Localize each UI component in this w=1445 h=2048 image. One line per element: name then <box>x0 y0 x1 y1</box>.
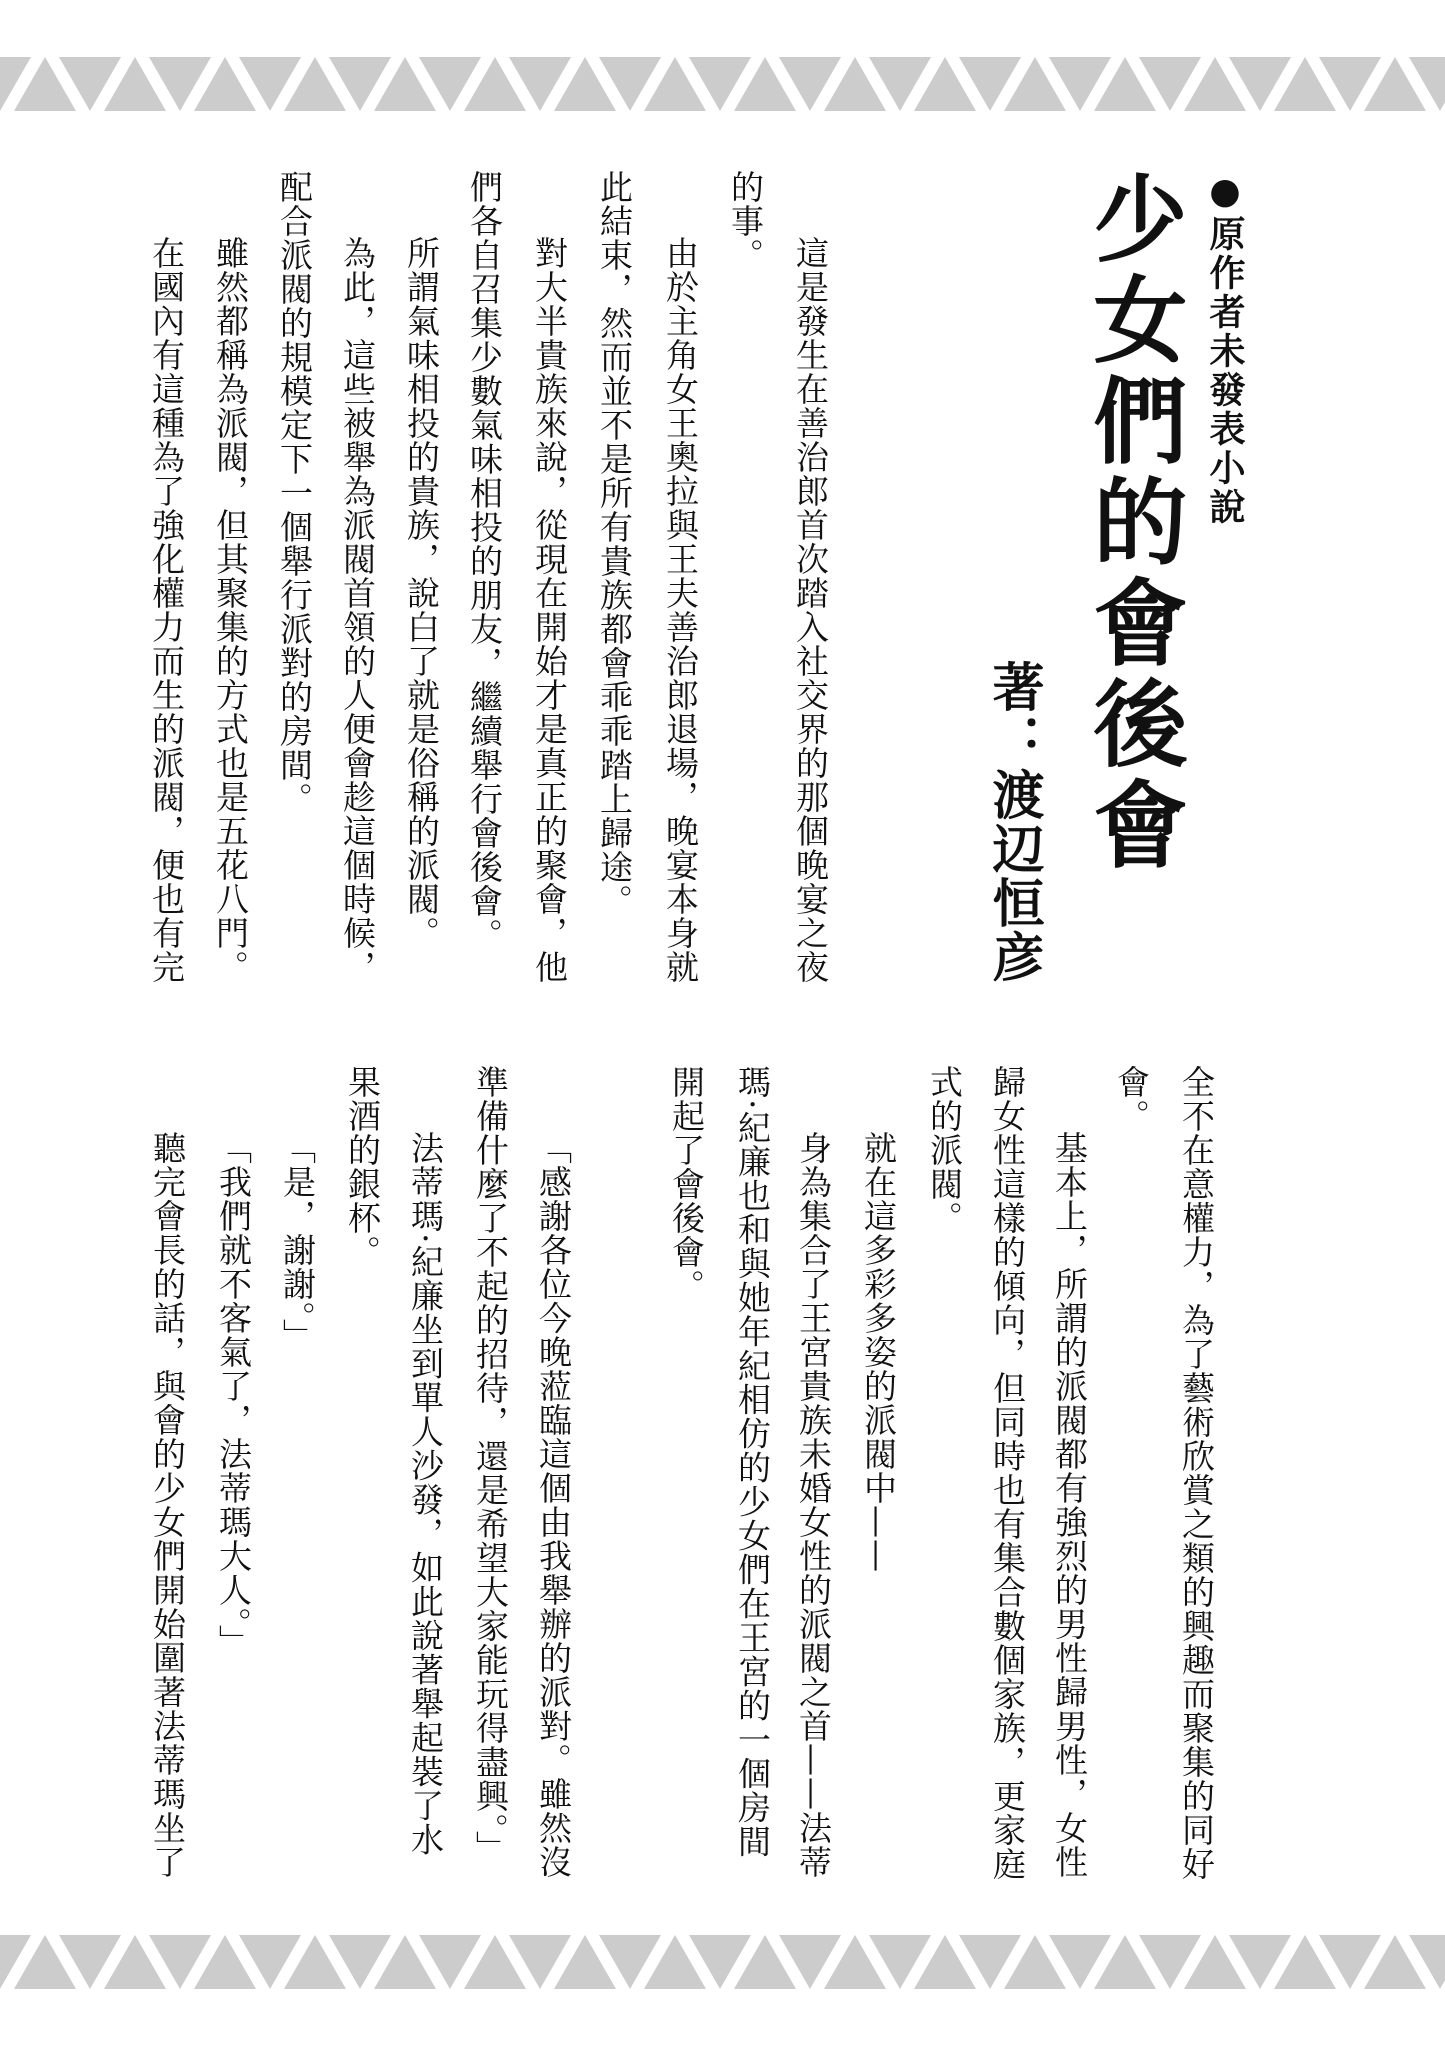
text-column: 法蒂瑪·紀廉坐到單人沙發，如此說著舉起裝了水 <box>406 1131 445 1857</box>
text-column: 這是發生在善治郎首次踏入社交界的那個晚宴之夜 <box>791 236 830 984</box>
text-column: 此結束，然而並不是所有貴族都會乖乖踏上歸途。 <box>595 170 634 918</box>
text-column: 所謂氣味相投的貴族，說白了就是俗稱的派閥。 <box>402 236 441 950</box>
series-label: ●原作者未發表小說 <box>1204 170 1246 527</box>
text-column: 「我們就不客氣了，法蒂瑪大人。」 <box>214 1131 253 1659</box>
text-column: 開起了會後會。 <box>667 1065 706 1303</box>
text-column: 對大半貴族來說，從現在開始才是真正的聚會，他 <box>530 236 569 984</box>
text-column: 全不在意權力，為了藝術欣賞之類的興趣而聚集的同好 <box>1177 1065 1216 1881</box>
text-column: 準備什麼了不起的招待，還是希望大家能玩得盡興。」 <box>471 1065 510 1865</box>
text-column: 在國內有這種為了強化權力而生的派閥，便也有完 <box>147 236 186 984</box>
text-column: 由於主角女王奧拉與王夫善治郎退場，晚宴本身就 <box>661 236 700 984</box>
text-column: 瑪·紀廉也和與她年紀相仿的少女們在王宮的一個房間 <box>733 1065 772 1859</box>
text-column: 的事。 <box>726 170 765 272</box>
text-column: 為此，這些被舉為派閥首領的人便會趁這個時候， <box>338 236 377 984</box>
triangle-border-top <box>0 57 1445 111</box>
text-column: 「是，謝謝。」 <box>278 1131 317 1353</box>
text-column: 「感謝各位今晚蒞臨這個由我舉辦的派對。雖然沒 <box>534 1131 573 1879</box>
story-title: 少女們的會後會 <box>1077 170 1186 877</box>
text-column: 基本上，所謂的派閥都有強烈的男性歸男性，女性 <box>1050 1131 1089 1879</box>
text-column: 會。 <box>1112 1065 1151 1133</box>
text-column: 式的派閥。 <box>925 1065 964 1235</box>
text-column: 果酒的銀杯。 <box>343 1065 382 1269</box>
text-column: 配合派閥的規模定下一個舉行派對的房間。 <box>275 170 314 816</box>
text-column: 雖然都稱為派閥，但其聚集的方式也是五花八門。 <box>211 236 250 984</box>
author-credit: 著：渡辺恒彦 <box>983 660 1043 984</box>
text-column: 們各自召集少數氣味相投的朋友，繼續舉行會後會。 <box>465 170 504 952</box>
text-column: 就在這多彩多姿的派閥中—— <box>859 1131 898 1573</box>
text-column: 歸女性這樣的傾向，但同時也有集合數個家族，更家庭 <box>988 1065 1027 1881</box>
text-column: 聽完會長的話，與會的少女們開始圍著法蒂瑪坐了 <box>148 1131 187 1879</box>
text-column: 身為集合了王宮貴族未婚女性的派閥之首——法蒂 <box>794 1131 833 1879</box>
triangle-border-bottom <box>0 1935 1445 1989</box>
